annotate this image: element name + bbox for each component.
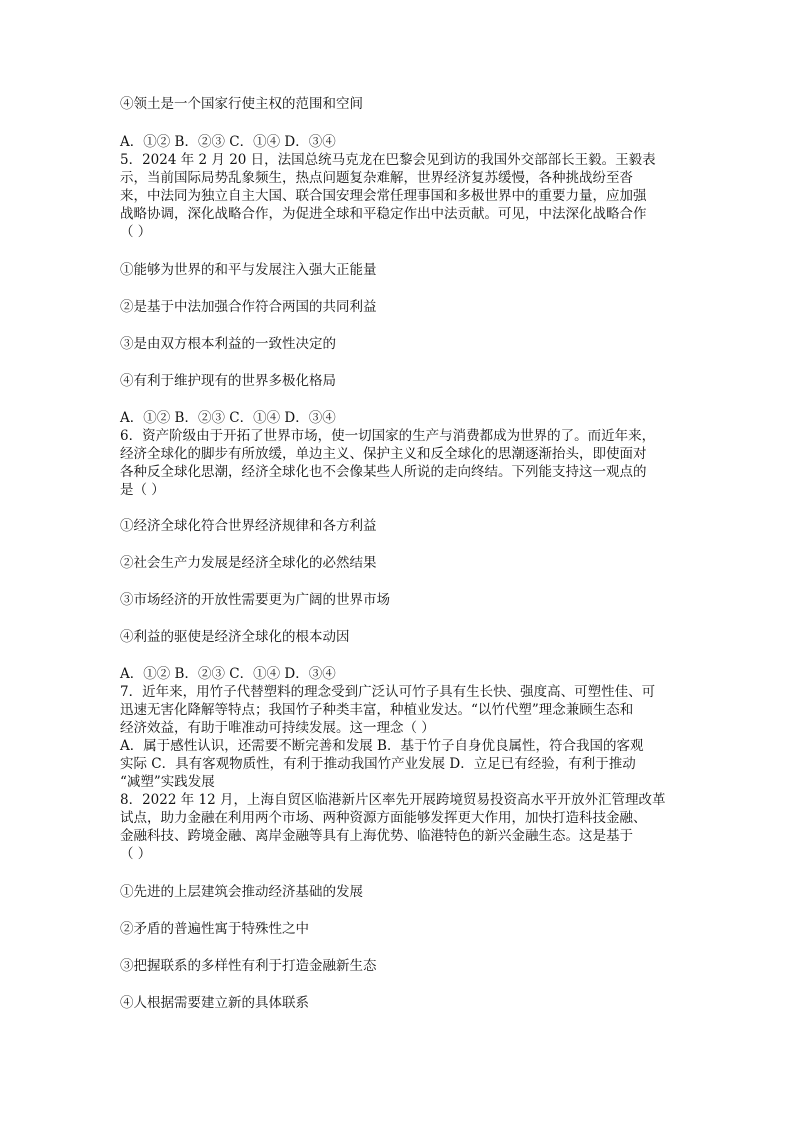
q8-option-1: ①先进的上层建筑会推动经济基础的发展 bbox=[120, 884, 363, 900]
q5-stem-line: 来，中法同为独立自主大国、联合国安理会常任理事国和多极世界中的重要力量，应加强 bbox=[120, 188, 647, 204]
q6-option-2: ②社会生产力发展是经济全球化的必然结果 bbox=[120, 555, 377, 571]
q7-stem-line: 7．近年来，用竹子代替塑料的理念受到广泛认可竹子具有生长快、强度高、可塑性佳、可 bbox=[120, 684, 656, 700]
q6-option-3: ③市场经济的开放性需要更为广阔的世界市场 bbox=[120, 592, 390, 608]
q6-option-1: ①经济全球化符合世界经济规律和各方利益 bbox=[120, 518, 377, 534]
q6-stem-line: 6．资产阶级由于开拓了世界市场，使一切国家的生产与消费都成为世界的了。而近年来， bbox=[120, 428, 656, 444]
q5-option-1: ①能够为世界的和平与发展注入强大正能量 bbox=[120, 262, 377, 278]
q5-option-3: ③是由双方根本利益的一致性决定的 bbox=[120, 336, 336, 352]
q5-answer-choices: A．①② B．②③ C．①④ D．③④ bbox=[120, 410, 336, 426]
q8-stem-line: 8．2022 年 12 月，上海自贸区临港新片区率先开展跨境贸易投资高水平开放外汇管理改革 bbox=[120, 792, 666, 808]
q7-answer-choices: 实际 C．具有客观物质性，有利于推动我国竹产业发展 D．立足已有经验，有利于推动 bbox=[120, 756, 636, 772]
q6-answer-choices: A．①② B．②③ C．①④ D．③④ bbox=[120, 666, 336, 682]
q7-answer-choices: “减塑”实践发展 bbox=[120, 774, 215, 790]
q8-option-3: ③把握联系的多样性有利于打造金融新生态 bbox=[120, 958, 377, 974]
q8-stem-line: 试点，助力金融在利用两个市场、两种资源方面能够发挥更大作用，加快打造科技金融、 bbox=[120, 810, 647, 826]
q7-answer-choices: A．属于感性认识，还需要不断完善和发展 B．基于竹子自身优良属性，符合我国的客观 bbox=[120, 738, 644, 754]
q6-stem-line: 各种反全球化思潮，经济全球化也不会像某些人所说的走向终结。下列能支持这一观点的 bbox=[120, 464, 647, 480]
q5-stem-line: 示，当前国际局势乱象频生，热点问题复杂难解，世界经济复苏缓慢，各种挑战纷至沓 bbox=[120, 170, 633, 186]
q8-stem-line: 金融科技、跨境金融、离岸金融等具有上海优势、临港特色的新兴金融生态。这是基于 bbox=[120, 828, 633, 844]
q8-option-2: ②矛盾的普遍性寓于特殊性之中 bbox=[120, 921, 309, 937]
q7-stem-line: 迅速无害化降解等特点；我国竹子种类丰富，种植业发达。“以竹代塑”理念兼顾生态和 bbox=[120, 702, 634, 718]
q7-stem-line: 经济效益，有助于唯准动可持续发展。这一理念（ ） bbox=[120, 720, 435, 736]
q6-stem-line: 经济全球化的脚步有所放缓，单边主义、保护主义和反全球化的思潮逐渐抬头，即使面对 bbox=[120, 446, 647, 462]
q4-answer-choices: A．①② B．②③ C．①④ D．③④ bbox=[120, 134, 336, 150]
q5-option-2: ②是基于中法加强合作符合两国的共同利益 bbox=[120, 299, 377, 315]
q5-stem-line: 5．2024 年 2 月 20 日，法国总统马克龙在巴黎会见到访的我国外交部部长王毅。王毅表 bbox=[120, 152, 656, 168]
q5-stem-line: 战略协调，深化战略合作，为促进全球和平稳定作出中法贡献。可见，中法深化战略合作 bbox=[120, 206, 647, 222]
q8-answer-blank: （ ） bbox=[120, 846, 152, 862]
q8-option-4: ④人根据需要建立新的具体联系 bbox=[120, 995, 309, 1011]
q5-answer-blank: （ ） bbox=[120, 224, 152, 240]
q5-option-4: ④有利于维护现有的世界多极化格局 bbox=[120, 373, 336, 389]
q4-option-4: ④领土是一个国家行使主权的范围和空间 bbox=[120, 96, 363, 112]
q6-option-4: ④利益的驱使是经济全球化的根本动因 bbox=[120, 629, 350, 645]
q6-stem-line: 是（ ） bbox=[120, 482, 165, 498]
